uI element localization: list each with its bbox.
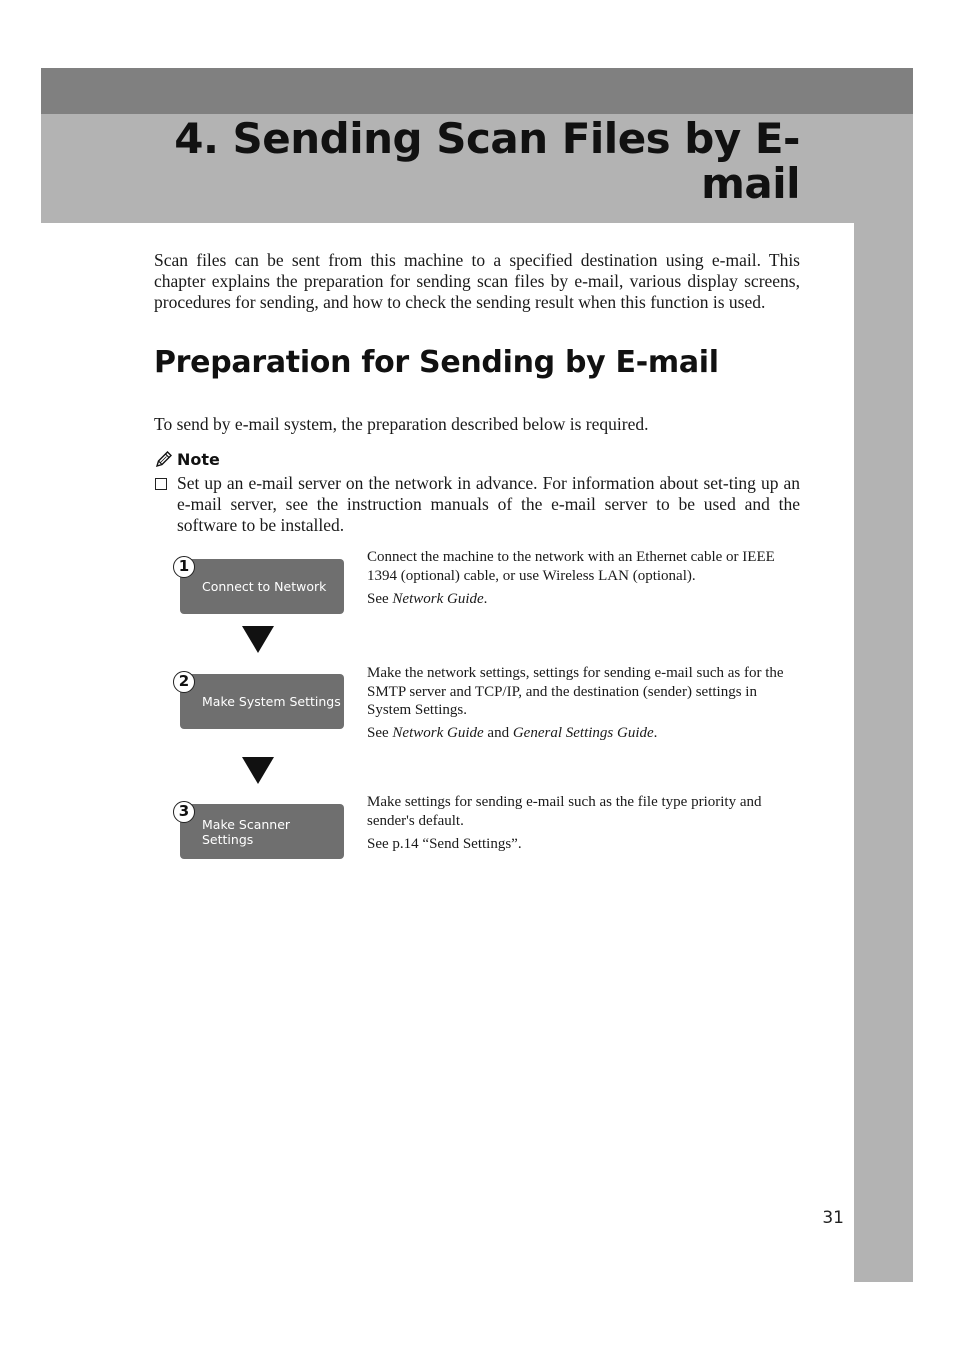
step-2-reference-guide-1: Network Guide: [392, 725, 484, 741]
chapter-intro: Scan files can be sent from this machine to a specified destination using e-mail. This chapter explains the preparation for sending scan files by e-mail, various display screens, procedures for sending, and how to check the sending result when this function is used.: [154, 250, 800, 312]
step-3-label: Make Scanner Settings: [202, 816, 291, 847]
chapter-title-line1: 4. Sending Scan Files by E-: [174, 114, 800, 163]
step-1-number-icon: 1: [173, 556, 195, 578]
chapter-side-tab: [854, 223, 913, 1282]
step-2-label: Make System Settings: [202, 694, 341, 709]
chapter-title-line2: mail: [701, 159, 800, 208]
section-intro: To send by e-mail system, the preparation described below is required.: [154, 414, 649, 434]
note-text: Set up an e-mail server on the network in advance. For information about set-ting up an e-mail server, see the instruction manuals of the e-mail server to be used and the software to be installed.: [177, 473, 800, 535]
step-1-label: Connect to Network: [202, 579, 327, 594]
section-title: Preparation for Sending by E-mail: [154, 345, 719, 380]
step-1-reference-guide: Network Guide: [392, 591, 484, 607]
checkbox-bullet-icon: [155, 478, 167, 490]
chapter-header-band-dark: [41, 68, 913, 114]
step-2-number-icon: 2: [173, 671, 195, 693]
step-3-number-icon: 3: [173, 801, 195, 823]
step-2-reference: See Network Guide and General Settings Guide.: [367, 725, 658, 741]
down-triangle-icon: [242, 626, 274, 653]
note-heading: [154, 448, 220, 470]
step-3-reference: See p.14 “Send Settings”.: [367, 836, 522, 852]
page-number: 31: [822, 1208, 844, 1228]
step-3-box: [180, 804, 344, 859]
note-label: Note: [177, 449, 220, 469]
step-2-box: [180, 674, 344, 729]
step-1-description: Connect the machine to the network with an Ethernet cable or IEEE 1394 (optional) cable, or use Wireless LAN (optional).: [367, 549, 775, 584]
pencil-icon: [154, 449, 174, 469]
step-3-description: Make settings for sending e-mail such as the file type priority and sender's default.: [367, 794, 762, 829]
step-1-box: [180, 559, 344, 614]
down-triangle-icon: [242, 757, 274, 784]
step-2-reference-guide-2: General Settings Guide: [512, 725, 654, 741]
step-1-reference: See Network Guide.: [367, 591, 488, 607]
chapter-title: [160, 116, 800, 206]
step-2-description: Make the network settings, settings for sending e-mail such as for the SMTP server and TCP/IP, and the destination (sender) settings in System Settings.: [367, 665, 784, 718]
